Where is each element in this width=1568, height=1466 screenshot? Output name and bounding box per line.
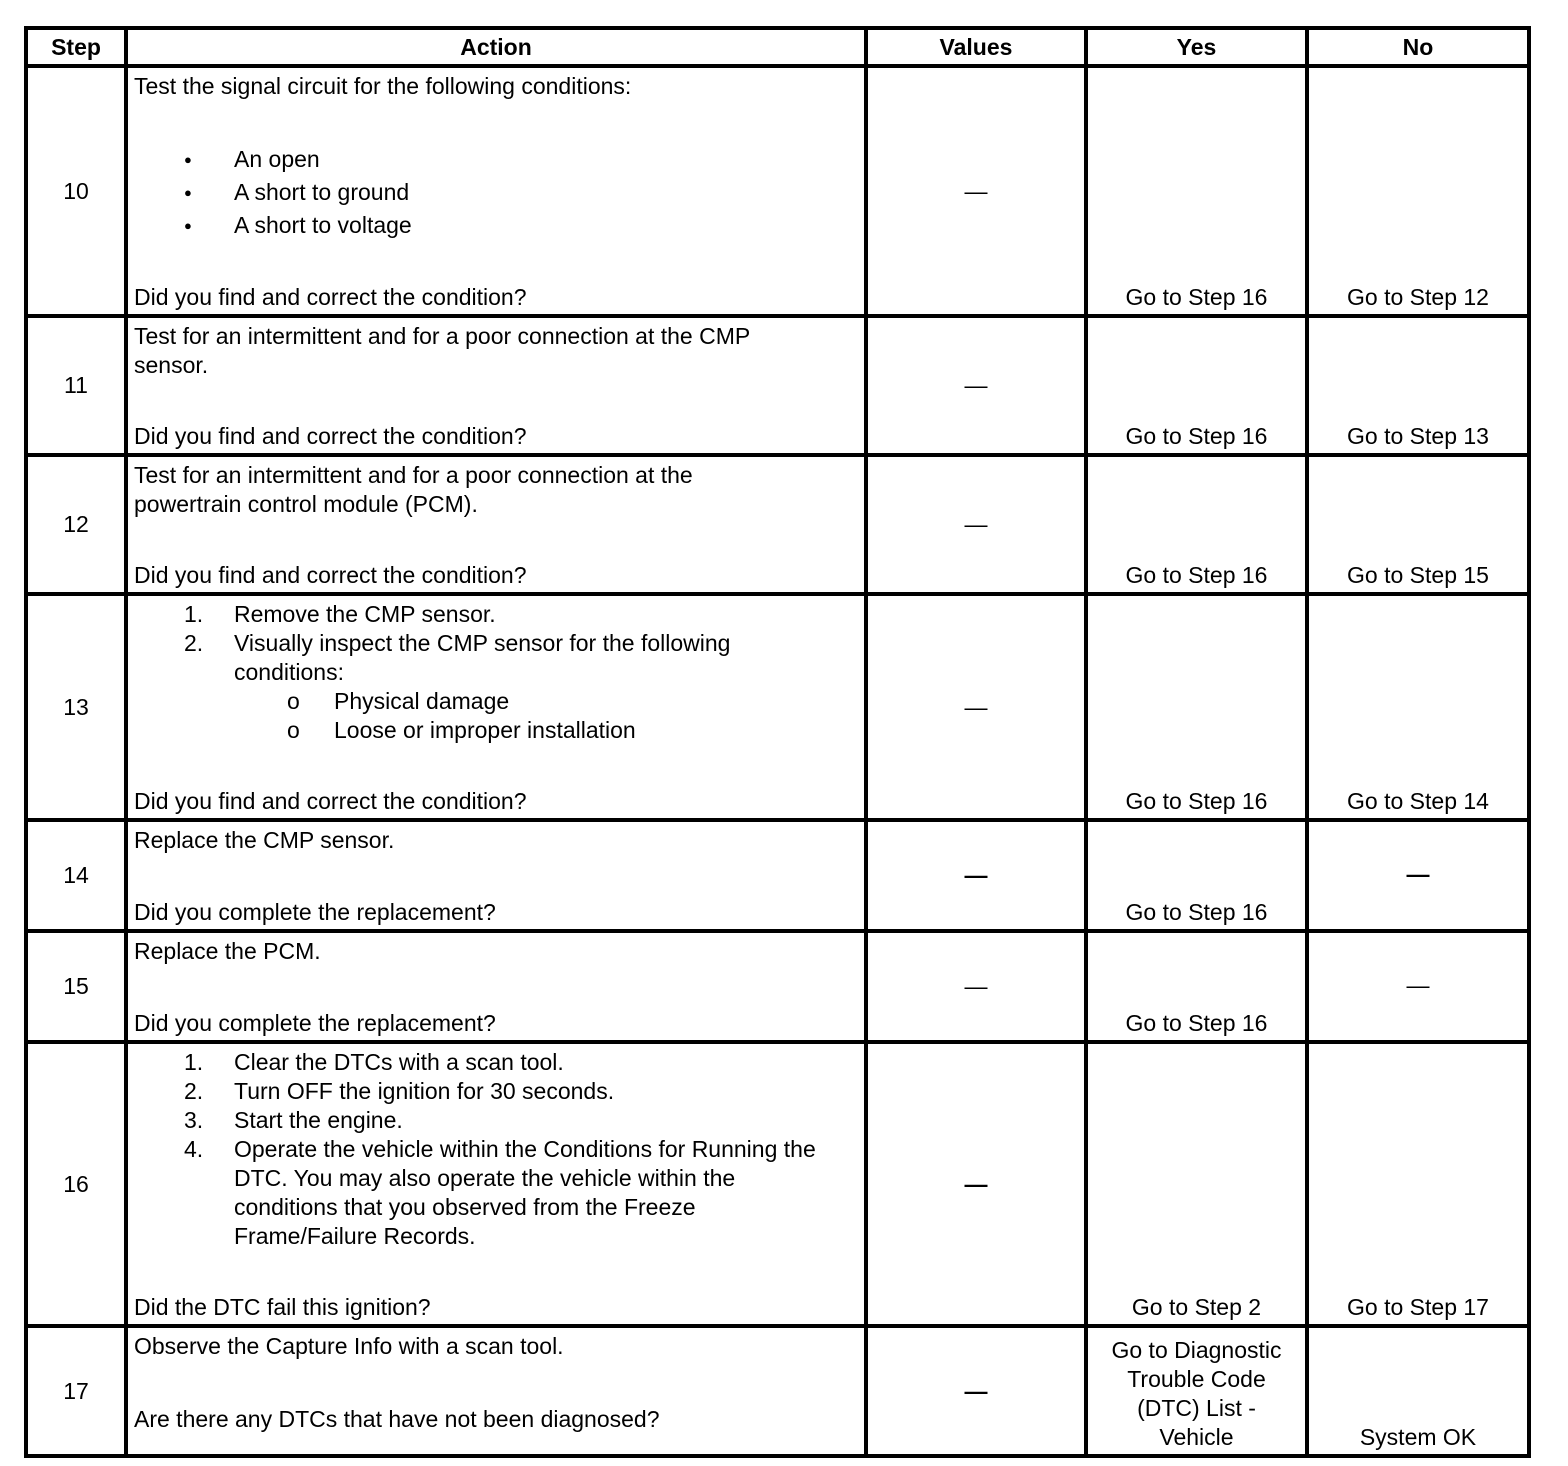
values-cell: — — [866, 316, 1086, 455]
action-question: Are there any DTCs that have not been diagnosed? — [134, 1406, 660, 1432]
action-question: Did you complete the replacement? — [134, 1010, 496, 1036]
action-cell — [126, 66, 866, 316]
list-item: o Physical damage — [134, 687, 864, 716]
action-intro: Observe the Capture Info with a scan tool. — [134, 1333, 564, 1359]
list-item: 3. Start the engine. — [184, 1107, 403, 1133]
yes-cell: Go to Step 16 — [1086, 931, 1307, 1042]
sub-condition-list — [134, 687, 864, 745]
procedure-list — [134, 1048, 864, 1251]
header-row — [26, 28, 1529, 66]
step-number: 14 — [26, 820, 126, 931]
values-cell: — — [866, 66, 1086, 316]
table-row — [26, 316, 1529, 455]
table-row — [26, 455, 1529, 594]
no-cell: Go to Step 13 — [1307, 316, 1529, 455]
table-row — [26, 66, 1529, 316]
action-intro: Replace the PCM. — [134, 938, 321, 964]
yes-cell: Go to Step 16 — [1086, 455, 1307, 594]
action-cell — [126, 1326, 866, 1456]
action-intro: Test for an intermittent and for a poor connection at the CMP sensor. — [134, 323, 750, 378]
yes-cell: Go to Step 16 — [1086, 820, 1307, 931]
values-cell: — — [866, 1042, 1086, 1326]
item-number: 4. — [184, 1136, 204, 1162]
header-no: No — [1307, 28, 1529, 66]
yes-cell: Go to Step 16 — [1086, 66, 1307, 316]
action-question: Did you complete the replacement? — [134, 899, 496, 925]
table-row — [26, 594, 1529, 820]
action-intro: Replace the CMP sensor. — [134, 827, 395, 853]
step-number: 17 — [26, 1326, 126, 1456]
diagnostic-table — [24, 26, 1531, 1458]
list-item: 2. Turn OFF the ignition for 30 seconds. — [184, 1078, 615, 1104]
header-values: Values — [866, 28, 1086, 66]
list-item: ● A short to voltage — [134, 211, 864, 240]
item-number: 3. — [184, 1107, 204, 1133]
item-number: 1. — [184, 1049, 204, 1075]
procedure-list — [134, 600, 864, 687]
action-question: Did you find and correct the condition? — [134, 562, 527, 588]
step-number: 12 — [26, 455, 126, 594]
list-item: o Loose or improper installation — [134, 716, 864, 745]
item-number: 2. — [184, 1078, 204, 1104]
action-cell — [126, 455, 866, 594]
list-item: 4. Operate the vehicle within the Conditions for Running the DTC. You may also operate the vehicle within the conditions that you observed from the Freeze Frame/Failure Records. — [184, 1136, 816, 1249]
header-action: Action — [126, 28, 866, 66]
condition-list — [134, 145, 864, 240]
list-item: ● A short to ground — [134, 178, 864, 207]
values-cell: — — [866, 594, 1086, 820]
action-question: Did you find and correct the condition? — [134, 284, 527, 310]
no-cell: Go to Step 15 — [1307, 455, 1529, 594]
action-cell — [126, 931, 866, 1042]
no-cell: Go to Step 17 — [1307, 1042, 1529, 1326]
values-cell: — — [866, 1326, 1086, 1456]
no-cell: — — [1307, 820, 1529, 931]
header-yes: Yes — [1086, 28, 1307, 66]
no-cell: Go to Step 14 — [1307, 594, 1529, 820]
action-question: Did you find and correct the condition? — [134, 423, 527, 449]
item-number: 1. — [184, 601, 204, 627]
table-row — [26, 931, 1529, 1042]
no-cell: System OK — [1307, 1326, 1529, 1456]
list-item: 2. Visually inspect the CMP sensor for the following conditions: — [184, 630, 731, 685]
no-cell: — — [1307, 931, 1529, 1042]
table-row — [26, 820, 1529, 931]
action-question: Did the DTC fail this ignition? — [134, 1294, 431, 1320]
step-number: 11 — [26, 316, 126, 455]
values-cell: — — [866, 455, 1086, 594]
action-intro: Test for an intermittent and for a poor connection at the powertrain control module (PCM). — [134, 462, 693, 517]
step-number: 13 — [26, 594, 126, 820]
step-number: 16 — [26, 1042, 126, 1326]
table-row — [26, 1042, 1529, 1326]
no-cell: Go to Step 12 — [1307, 66, 1529, 316]
yes-cell: Go to Diagnostic Trouble Code (DTC) List - Vehicle — [1086, 1326, 1307, 1456]
yes-cell: Go to Step 16 — [1086, 316, 1307, 455]
header-step: Step — [26, 28, 126, 66]
values-cell: — — [866, 820, 1086, 931]
action-cell — [126, 594, 866, 820]
list-item: ● An open — [134, 145, 864, 174]
action-cell — [126, 1042, 866, 1326]
action-cell — [126, 316, 866, 455]
action-intro: Test the signal circuit for the following conditions: — [134, 73, 632, 99]
step-number: 10 — [26, 66, 126, 316]
action-cell — [126, 820, 866, 931]
list-item: 1. Clear the DTCs with a scan tool. — [184, 1049, 564, 1075]
table-row — [26, 1326, 1529, 1456]
yes-cell: Go to Step 2 — [1086, 1042, 1307, 1326]
item-number: 2. — [184, 630, 204, 656]
list-item: 1. Remove the CMP sensor. — [184, 601, 496, 627]
action-question: Did you find and correct the condition? — [134, 788, 527, 814]
values-cell: — — [866, 931, 1086, 1042]
yes-cell: Go to Step 16 — [1086, 594, 1307, 820]
step-number: 15 — [26, 931, 126, 1042]
